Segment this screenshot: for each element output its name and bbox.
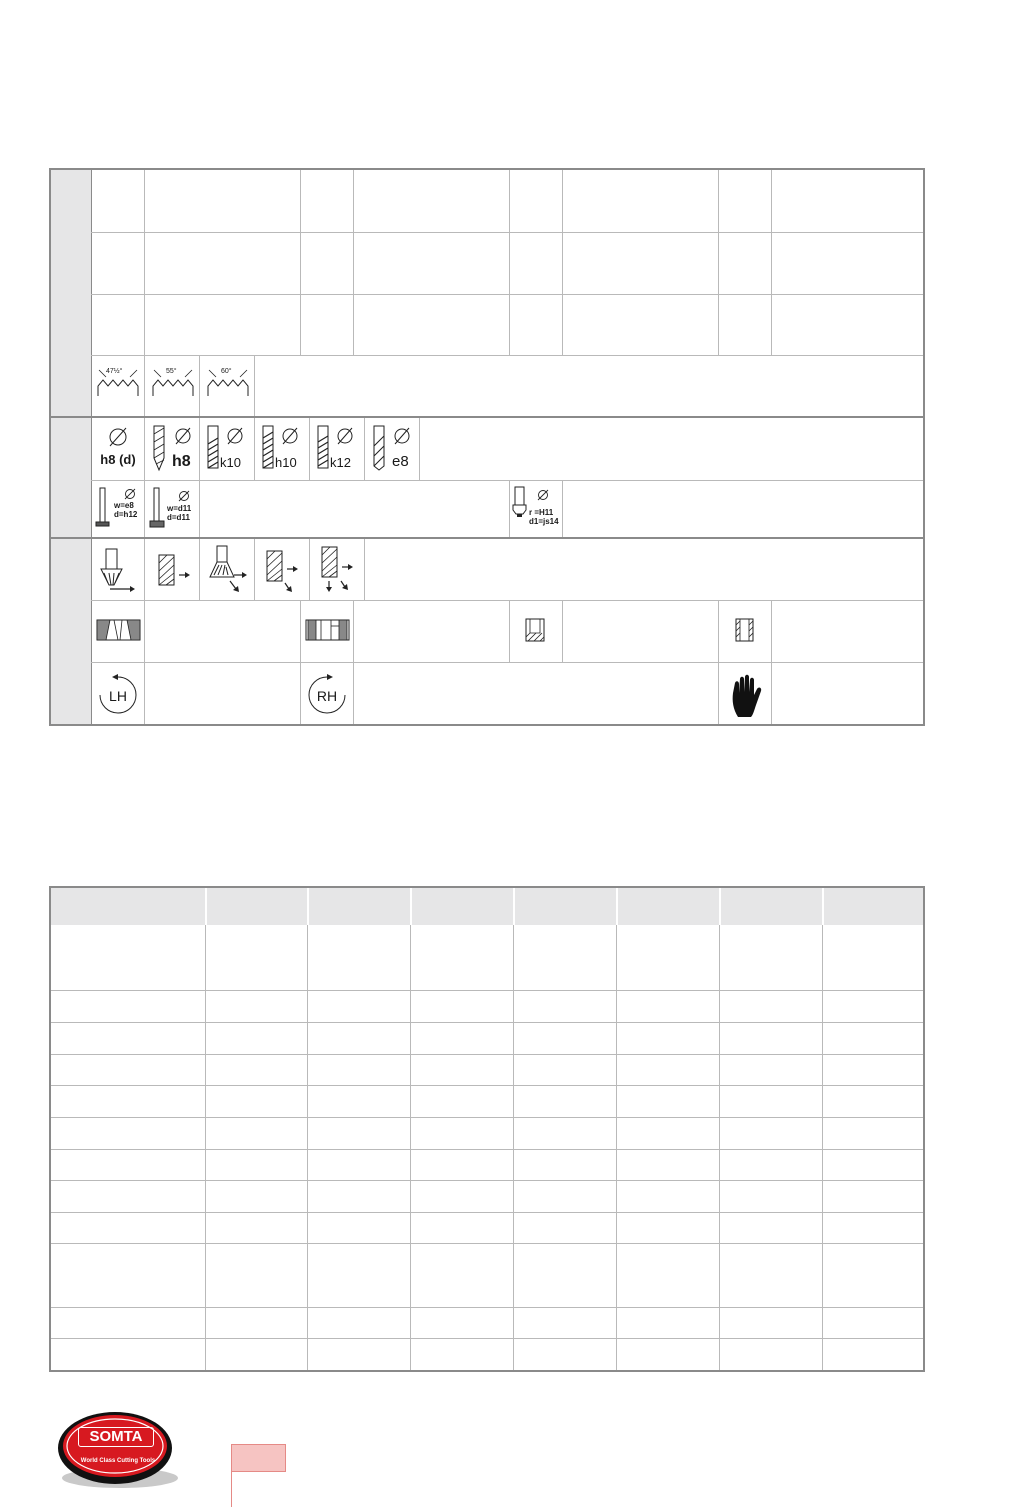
drill-tolerance-label: h8 <box>172 453 191 470</box>
end-mill-h10-icon <box>258 422 308 474</box>
corner-radius-tolerance: r =H11 d1=js14 <box>529 508 559 526</box>
side-milling-feed-icon <box>151 545 197 595</box>
woodruff-cutter-b-icon <box>148 484 198 534</box>
end-mill-k10-label: k10 <box>220 455 241 470</box>
corner-radius-cutter-icon <box>512 484 562 534</box>
data-table <box>49 886 925 1372</box>
brand-name: SOMTA <box>78 1427 154 1447</box>
page-tab-line <box>231 1472 232 1507</box>
hand-tool-icon <box>729 673 763 719</box>
somta-logo <box>50 1408 180 1490</box>
section-marker-2 <box>51 418 91 537</box>
thread-angle-60: 60° <box>221 368 232 375</box>
end-mill-k12-icon <box>313 422 363 474</box>
shank-diameter-icon <box>94 424 142 474</box>
thread-angle-47: 47½° <box>106 368 123 375</box>
end-mill-k10-icon <box>203 422 253 474</box>
data-table-header <box>51 888 923 925</box>
section-marker-3 <box>51 539 91 724</box>
multi-direction-feed-icon <box>314 543 362 597</box>
end-mill-e8-icon <box>368 422 418 474</box>
woodruff-a-tolerance: w=e8 d=h12 <box>114 501 138 519</box>
brand-tagline: World Class Cutting Tools <box>80 1458 156 1464</box>
drill-icon <box>148 422 198 474</box>
thread-55-icon <box>149 364 197 404</box>
thread-angle-55: 55° <box>166 368 177 375</box>
blind-hole-icon <box>522 617 550 643</box>
page-tab-marker <box>231 1444 286 1472</box>
left-hand-rotation-icon <box>95 672 141 718</box>
end-mill-k12-label: k12 <box>330 455 351 470</box>
countersink-feed-icon <box>96 545 142 595</box>
right-hand-label: RH <box>316 688 338 704</box>
woodruff-cutter-a-icon <box>94 484 142 534</box>
right-hand-rotation-icon <box>304 672 350 718</box>
through-hole-straight-icon <box>305 618 351 642</box>
ramp-feed-icon <box>259 545 307 597</box>
thread-47-icon <box>94 364 142 404</box>
plunge-feed-icon <box>204 543 252 597</box>
end-mill-h10-label: h10 <box>275 455 297 470</box>
through-hole-taper-icon <box>96 618 142 642</box>
thread-60-icon <box>204 364 252 404</box>
section-marker-1 <box>51 170 91 416</box>
end-mill-e8-label: e8 <box>392 453 409 470</box>
shank-tolerance-label: h8 (d) <box>100 452 136 467</box>
plain-hole-icon <box>731 617 759 643</box>
woodruff-b-tolerance: w=d11 d=d11 <box>167 504 192 522</box>
left-hand-label: LH <box>109 688 127 704</box>
